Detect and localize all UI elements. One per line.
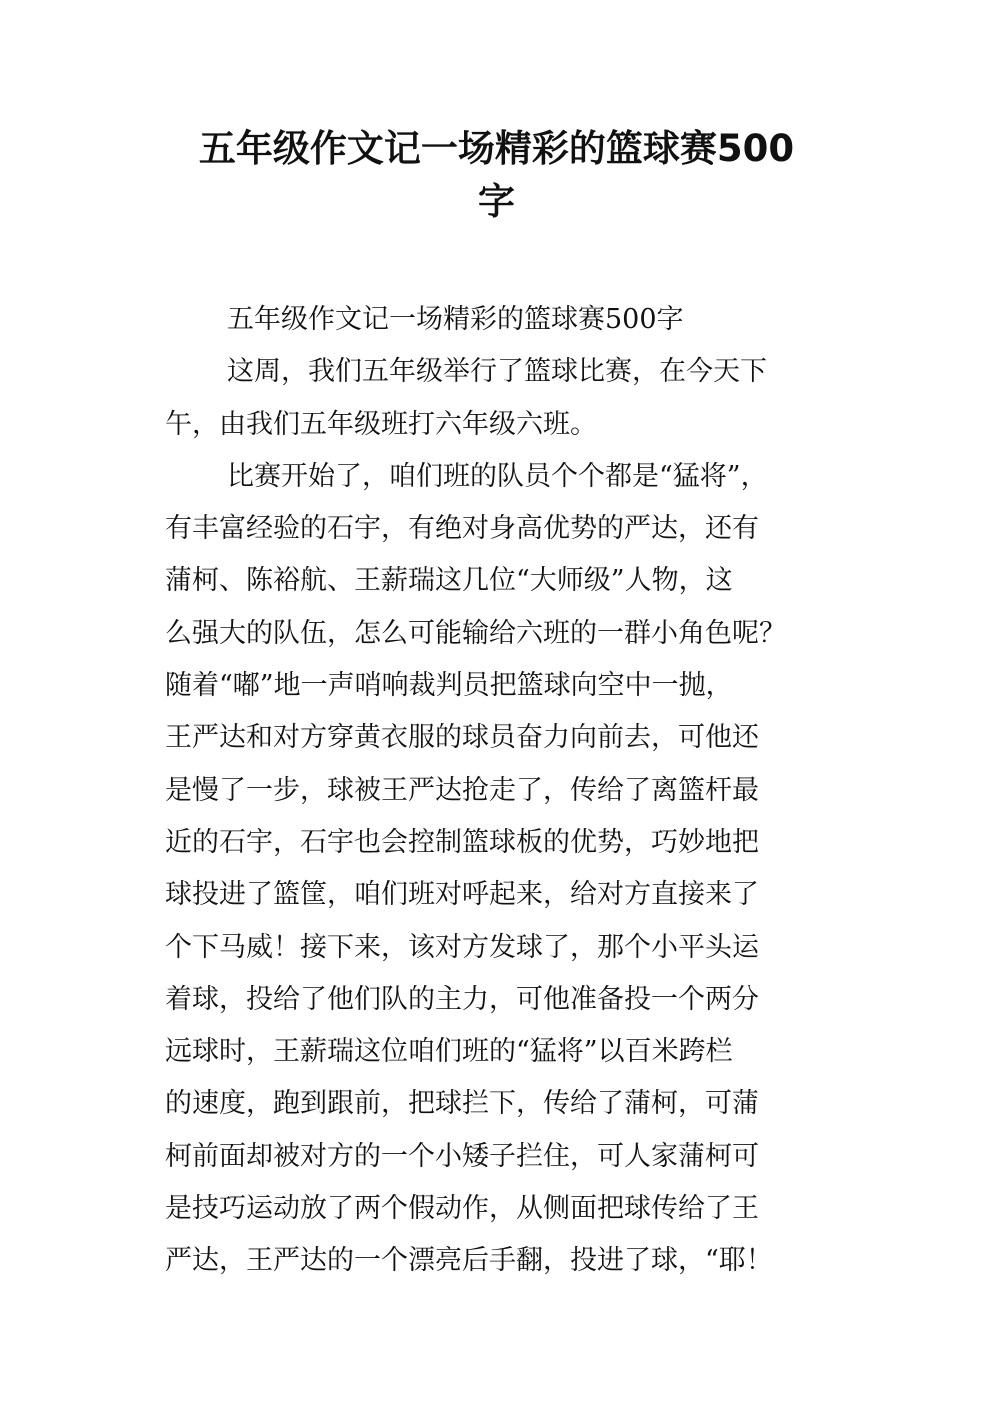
body-line: 是技巧运动放了两个假动作，从侧面把球传给了王 bbox=[165, 1193, 759, 1225]
document-body bbox=[165, 294, 865, 1288]
body-line: 的速度，跑到跟前，把球拦下，传给了蒲柯，可蒲 bbox=[165, 1088, 759, 1120]
body-line: 柯前面却被对方的一个小矮子拦住，可人家蒲柯可 bbox=[165, 1140, 759, 1172]
body-line: 个下马威！接下来，该对方发球了，那个小平头运 bbox=[165, 931, 759, 963]
body-line: 近的石宇，石宇也会控制篮球板的优势，巧妙地把 bbox=[165, 826, 759, 858]
body-line: 球投进了篮筐，咱们班对呼起来，给对方直接来了 bbox=[165, 879, 759, 911]
body-line: 比赛开始了，咱们班的队员个个都是“猛将”， bbox=[227, 460, 768, 492]
body-line: 随着“嘟”地一声哨响裁判员把篮球向空中一抛， bbox=[165, 670, 733, 702]
body-line: 么强大的队伍，怎么可能输给六班的一群小角色呢？ bbox=[165, 617, 786, 649]
body-line: 蒲柯、陈裕航、王薪瑞这几位“大师级”人物，这 bbox=[165, 565, 733, 597]
document-title bbox=[140, 122, 853, 228]
body-line: 着球，投给了他们队的主力，可他准备投一个两分 bbox=[165, 983, 759, 1015]
body-line: 这周，我们五年级举行了篮球比赛，在今天下 bbox=[227, 356, 767, 388]
body-line: 午，由我们五年级班打六年级六班。 bbox=[165, 408, 597, 440]
body-line: 五年级作文记一场精彩的篮球赛500字 bbox=[227, 304, 684, 335]
body-line: 严达，王严达的一个漂亮后手翻，投进了球，“耶！ bbox=[165, 1245, 773, 1277]
title-line: 字 bbox=[478, 180, 515, 223]
body-line: 远球时，王薪瑞这位咱们班的“猛将”以百米跨栏 bbox=[165, 1036, 733, 1068]
title-line: 五年级作文记一场精彩的篮球赛500 bbox=[198, 127, 795, 170]
body-line: 有丰富经验的石宇，有绝对身高优势的严达，还有 bbox=[165, 513, 759, 545]
body-line: 是慢了一步，球被王严达抢走了，传给了离篮杆最 bbox=[165, 774, 759, 806]
body-line: 王严达和对方穿黄衣服的球员奋力向前去，可他还 bbox=[165, 722, 759, 754]
